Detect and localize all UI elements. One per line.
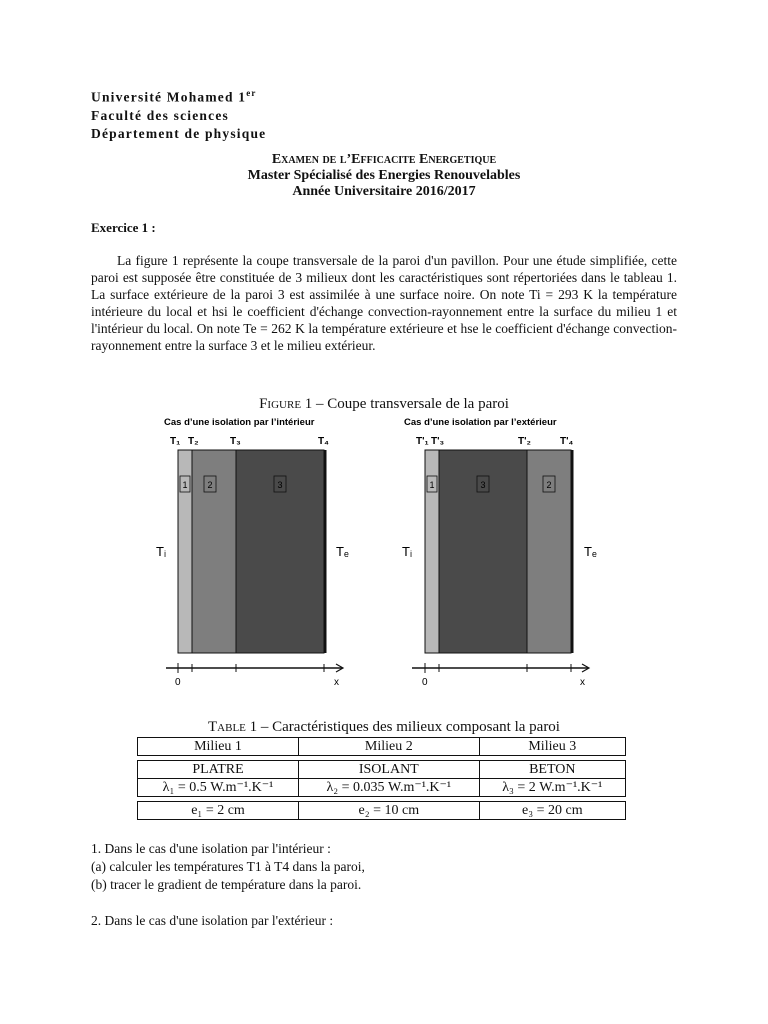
left-axis-label: x [334, 677, 339, 688]
left-label-t1: T₁ [170, 436, 181, 447]
academic-year: Année Universitaire 2016/2017 [292, 184, 476, 199]
left-layer-isolant [192, 450, 236, 653]
left-ti-label: Tᵢ [156, 544, 166, 559]
right-panel-title: Cas d’une isolation par l’extérieur [404, 417, 557, 428]
left-label-t3: T₃ [230, 436, 241, 447]
table-row-thicknesses [138, 802, 626, 820]
exercise-heading: Exercice 1 : [91, 220, 156, 235]
exam-title: Examen de l’Efficacite Energetique [271, 152, 497, 167]
question-2: 2. Dans le cas d'une isolation par l'extérieur : [91, 913, 334, 928]
table-cell: e₂ = 10 cm [299, 802, 480, 820]
table-caption-text: – Caractéristiques des milieux composant la paroi [257, 719, 560, 735]
left-origin-label: 0 [175, 677, 181, 688]
question-1a: (a) calculer les températures T1 à T4 dans la paroi, [91, 859, 365, 874]
university-name: Université Mohamed 1er [91, 88, 257, 105]
right-layer2-number: 2 [546, 480, 552, 490]
table-caption [0, 719, 768, 736]
table-cell: e₃ = 20 cm [479, 802, 625, 820]
right-layer1-number: 1 [429, 480, 435, 490]
table-cell: BETON [479, 761, 625, 779]
faculty-name: Faculté des sciences [91, 107, 229, 123]
table-cell: Milieu 3 [479, 738, 625, 756]
right-panel [402, 417, 597, 688]
right-axis-label: x [580, 677, 585, 688]
right-label-t4: T'₄ [560, 436, 574, 447]
right-layer3-number: 3 [480, 480, 486, 490]
left-te-label: Tₑ [336, 544, 349, 559]
institution-header [91, 84, 266, 143]
table-cell: λ₂ = 0.035 W.m⁻¹.K⁻¹ [299, 779, 480, 797]
table-cell: λ₁ = 0.5 W.m⁻¹.K⁻¹ [138, 779, 299, 797]
left-label-t2: T₂ [188, 436, 199, 447]
table-cell: ISOLANT [299, 761, 480, 779]
department-name: Département de physique [91, 125, 267, 141]
right-te-label: Tₑ [584, 544, 597, 559]
table-cell: Milieu 2 [299, 738, 480, 756]
table-caption-label: Table 1 [208, 719, 258, 735]
right-label-t3: T'₃ [431, 436, 445, 447]
left-layer3-number: 3 [277, 480, 283, 490]
program-title: Master Spécialisé des Energies Renouvelables [247, 168, 521, 183]
left-layer2-number: 2 [207, 480, 213, 490]
exercise-paragraph: La figure 1 représente la coupe transversale de la paroi d'un pavillon. Pour une étude simplifiée, cette paroi est supposée être constituée de 3 milieux dont les caractéristiques sont répertoriées dans le tableau 1. La surface extérieure de la paroi 3 est assimilée à une surface noire. On note Ti = 293 K la température intérieure du local et hsi le coefficient d'échange convection-rayonnement entre la surface du milieu 1 et l'intérieur du local. On note Te = 262 K la température extérieure et hse le coefficient d'échange convection- rayonnement entre la surface 3 et le milieu extérieur. [91, 253, 677, 353]
table-cell: Milieu 1 [138, 738, 299, 756]
right-ti-label: Tᵢ [402, 544, 412, 559]
question-1b: (b) tracer le gradient de température dans la paroi. [91, 877, 362, 892]
left-layer1-number: 1 [182, 480, 188, 490]
table-row-conductivities [138, 779, 626, 797]
left-label-t4: T₄ [318, 436, 329, 447]
materials-table [137, 737, 626, 820]
table-cell: PLATRE [138, 761, 299, 779]
table-cell: e₁ = 2 cm [138, 802, 299, 820]
question-1: 1. Dans le cas d'une isolation par l'intérieur : [91, 841, 331, 856]
left-panel-title: Cas d’une isolation par l’intérieur [164, 417, 315, 428]
right-label-t2: T'₂ [518, 436, 531, 447]
wall-cross-section-figure [150, 410, 610, 695]
questions-list [91, 840, 365, 930]
table-row-headers [138, 738, 626, 756]
table-row-materials [138, 761, 626, 779]
exam-titles [0, 152, 768, 200]
figure-caption-label: Figure 1 [259, 396, 313, 412]
right-label-t1: T'₁ [416, 436, 429, 447]
table-cell: λ₃ = 2 W.m⁻¹.K⁻¹ [479, 779, 625, 797]
right-origin-label: 0 [422, 677, 428, 688]
left-panel [156, 417, 349, 688]
figure-caption-text: – Coupe transversale de la paroi [312, 396, 509, 412]
